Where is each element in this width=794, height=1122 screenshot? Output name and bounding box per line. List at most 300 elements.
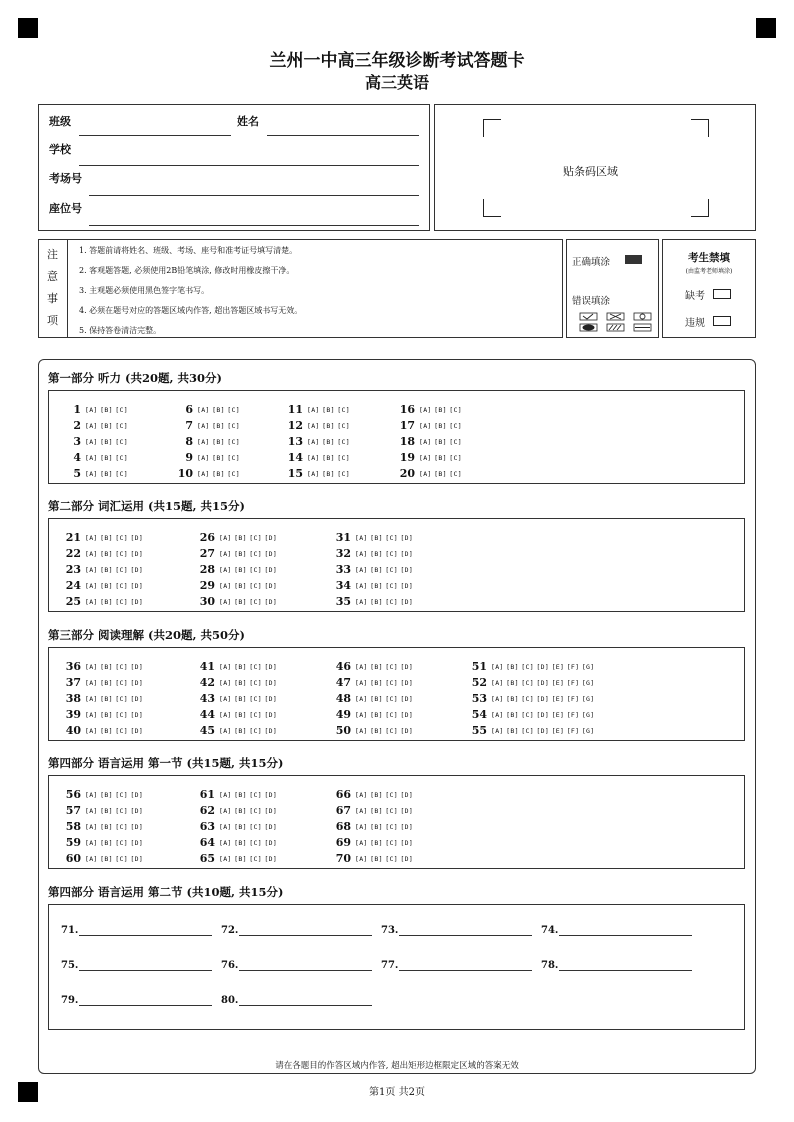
answer-bubble[interactable]: [B] [370,597,383,606]
answer-bubble[interactable]: [A] [219,790,232,799]
answer-bubble[interactable]: [A] [355,838,368,847]
answer-bubble[interactable]: [A] [355,678,368,687]
answer-bubble[interactable]: [B] [100,806,113,815]
answer-bubble[interactable]: [A] [85,822,98,831]
answer-bubble[interactable]: [D] [264,678,278,687]
blank-line[interactable] [79,961,212,971]
answer-bubble[interactable]: [B] [506,662,519,671]
answer-bubble[interactable]: [D] [400,822,414,831]
answer-bubble[interactable]: [A] [219,806,232,815]
answer-bubble[interactable]: [D] [400,806,414,815]
answer-bubble[interactable]: [C] [449,453,462,462]
answer-bubble[interactable]: [D] [400,662,414,671]
answer-bubble[interactable]: [B] [234,854,247,863]
answer-bubble[interactable]: [D] [264,549,278,558]
answer-bubble[interactable]: [B] [434,453,447,462]
answer-bubble[interactable]: [B] [234,581,247,590]
answer-bubble[interactable]: [B] [100,405,113,414]
answer-bubble[interactable]: [C] [249,790,262,799]
answer-bubble[interactable]: [A] [419,453,432,462]
answer-bubble[interactable]: [A] [219,678,232,687]
answer-bubble[interactable]: [B] [234,533,247,542]
answer-bubble[interactable]: [A] [307,453,320,462]
answer-bubble[interactable]: [B] [100,469,113,478]
answer-bubble[interactable]: [C] [249,565,262,574]
answer-bubble[interactable]: [C] [385,790,398,799]
answer-bubble[interactable]: [C] [449,405,462,414]
answer-bubble[interactable]: [D] [264,533,278,542]
answer-bubble[interactable]: [A] [219,662,232,671]
answer-bubble[interactable]: [A] [85,678,98,687]
answer-bubble[interactable]: [D] [130,549,144,558]
answer-bubble[interactable]: [A] [355,822,368,831]
answer-bubble[interactable]: [A] [491,694,504,703]
answer-bubble[interactable]: [B] [212,421,225,430]
blank-line[interactable] [559,926,692,936]
answer-bubble[interactable]: [D] [264,581,278,590]
answer-bubble[interactable]: [C] [249,678,262,687]
answer-bubble[interactable]: [C] [385,694,398,703]
class-field[interactable] [79,135,231,136]
answer-bubble[interactable]: [C] [521,662,534,671]
answer-bubble[interactable]: [A] [85,469,98,478]
answer-bubble[interactable]: [E] [551,678,565,687]
answer-bubble[interactable]: [B] [234,662,247,671]
answer-bubble[interactable]: [C] [337,453,350,462]
answer-bubble[interactable]: [D] [400,678,414,687]
answer-bubble[interactable]: [C] [115,726,128,735]
answer-bubble[interactable]: [C] [385,549,398,558]
answer-bubble[interactable]: [B] [100,710,113,719]
answer-bubble[interactable]: [C] [385,854,398,863]
answer-bubble[interactable]: [C] [249,726,262,735]
answer-bubble[interactable]: [A] [355,790,368,799]
answer-bubble[interactable]: [C] [115,565,128,574]
answer-bubble[interactable]: [A] [355,581,368,590]
room-field[interactable] [89,195,419,196]
answer-bubble[interactable]: [C] [115,806,128,815]
answer-bubble[interactable]: [C] [115,405,128,414]
answer-bubble[interactable]: [C] [249,533,262,542]
answer-bubble[interactable]: [B] [370,838,383,847]
answer-bubble[interactable]: [B] [234,710,247,719]
answer-bubble[interactable]: [C] [337,437,350,446]
answer-bubble[interactable]: [C] [521,694,534,703]
answer-bubble[interactable]: [D] [130,822,144,831]
answer-bubble[interactable]: [B] [234,838,247,847]
answer-bubble[interactable]: [B] [506,726,519,735]
fill-in-blank[interactable] [221,960,372,971]
answer-bubble[interactable]: [B] [234,597,247,606]
answer-bubble[interactable]: [B] [100,581,113,590]
answer-bubble[interactable]: [D] [130,790,144,799]
blank-line[interactable] [399,926,532,936]
answer-bubble[interactable]: [E] [551,726,565,735]
blank-line[interactable] [559,961,692,971]
answer-bubble[interactable]: [A] [197,437,210,446]
answer-bubble[interactable]: [B] [370,533,383,542]
answer-bubble[interactable]: [C] [115,437,128,446]
answer-bubble[interactable]: [B] [100,549,113,558]
answer-bubble[interactable]: [A] [355,549,368,558]
answer-bubble[interactable]: [D] [536,662,550,671]
answer-bubble[interactable]: [C] [385,678,398,687]
answer-bubble[interactable]: [D] [400,710,414,719]
answer-bubble[interactable]: [C] [385,806,398,815]
answer-bubble[interactable]: [C] [115,597,128,606]
answer-bubble[interactable]: [C] [385,662,398,671]
answer-bubble[interactable]: [B] [322,437,335,446]
answer-bubble[interactable]: [B] [212,405,225,414]
answer-bubble[interactable]: [A] [219,822,232,831]
answer-bubble[interactable]: [A] [307,421,320,430]
answer-bubble[interactable]: [D] [264,822,278,831]
fill-in-blank[interactable] [381,960,532,971]
answer-bubble[interactable]: [B] [100,597,113,606]
answer-bubble[interactable]: [B] [234,694,247,703]
answer-bubble[interactable]: [D] [400,581,414,590]
school-field[interactable] [79,165,419,166]
answer-bubble[interactable]: [C] [337,421,350,430]
answer-bubble[interactable]: [B] [100,726,113,735]
answer-bubble[interactable]: [A] [219,565,232,574]
answer-bubble[interactable]: [D] [264,838,278,847]
answer-bubble[interactable]: [B] [100,421,113,430]
answer-bubble[interactable]: [A] [307,405,320,414]
answer-bubble[interactable]: [A] [219,854,232,863]
answer-bubble[interactable]: [C] [449,421,462,430]
answer-bubble[interactable]: [C] [385,726,398,735]
answer-bubble[interactable]: [F] [566,662,580,671]
answer-bubble[interactable]: [A] [85,710,98,719]
answer-bubble[interactable]: [B] [434,405,447,414]
answer-bubble[interactable]: [D] [536,678,550,687]
answer-bubble[interactable]: [A] [219,710,232,719]
answer-bubble[interactable]: [C] [115,421,128,430]
answer-bubble[interactable]: [D] [400,549,414,558]
answer-bubble[interactable]: [A] [219,597,232,606]
answer-bubble[interactable]: [D] [130,678,144,687]
answer-bubble[interactable]: [C] [449,437,462,446]
answer-bubble[interactable]: [B] [100,533,113,542]
answer-bubble[interactable]: [C] [227,437,240,446]
answer-bubble[interactable]: [B] [370,806,383,815]
answer-bubble[interactable]: [A] [355,710,368,719]
answer-bubble[interactable]: [A] [419,421,432,430]
answer-bubble[interactable]: [G] [581,726,595,735]
answer-bubble[interactable]: [A] [197,453,210,462]
answer-bubble[interactable]: [C] [115,662,128,671]
answer-bubble[interactable]: [C] [115,678,128,687]
answer-bubble[interactable]: [C] [115,822,128,831]
answer-bubble[interactable]: [B] [100,822,113,831]
answer-bubble[interactable]: [B] [370,790,383,799]
answer-bubble[interactable]: [A] [85,581,98,590]
answer-bubble[interactable]: [C] [249,549,262,558]
answer-bubble[interactable]: [C] [115,453,128,462]
answer-bubble[interactable]: [A] [85,854,98,863]
answer-bubble[interactable]: [A] [491,726,504,735]
answer-bubble[interactable]: [C] [385,565,398,574]
fill-in-blank[interactable] [221,995,372,1006]
answer-bubble[interactable]: [B] [100,565,113,574]
answer-bubble[interactable]: [A] [307,469,320,478]
answer-bubble[interactable]: [C] [521,678,534,687]
fill-in-blank[interactable] [221,925,372,936]
answer-bubble[interactable]: [D] [264,565,278,574]
answer-bubble[interactable]: [D] [264,806,278,815]
answer-bubble[interactable]: [B] [370,678,383,687]
answer-bubble[interactable]: [C] [249,710,262,719]
answer-bubble[interactable]: [E] [551,662,565,671]
answer-bubble[interactable]: [A] [85,565,98,574]
answer-bubble[interactable]: [B] [234,549,247,558]
answer-bubble[interactable]: [C] [337,405,350,414]
answer-bubble[interactable]: [B] [506,710,519,719]
answer-bubble[interactable]: [B] [370,565,383,574]
answer-bubble[interactable]: [C] [249,694,262,703]
answer-bubble[interactable]: [B] [506,678,519,687]
answer-bubble[interactable]: [G] [581,694,595,703]
answer-bubble[interactable]: [A] [85,790,98,799]
blank-line[interactable] [79,996,212,1006]
answer-bubble[interactable]: [A] [85,838,98,847]
answer-bubble[interactable]: [B] [370,822,383,831]
answer-bubble[interactable]: [D] [130,565,144,574]
answer-bubble[interactable]: [B] [370,854,383,863]
answer-bubble[interactable]: [A] [85,806,98,815]
answer-bubble[interactable]: [C] [249,581,262,590]
answer-bubble[interactable]: [D] [264,726,278,735]
answer-bubble[interactable]: [B] [234,806,247,815]
blank-line[interactable] [239,926,372,936]
answer-bubble[interactable]: [D] [264,790,278,799]
answer-bubble[interactable]: [B] [322,405,335,414]
answer-bubble[interactable]: [A] [419,437,432,446]
answer-bubble[interactable]: [G] [581,662,595,671]
answer-bubble[interactable]: [A] [85,694,98,703]
answer-bubble[interactable]: [B] [212,437,225,446]
answer-bubble[interactable]: [G] [581,710,595,719]
answer-bubble[interactable]: [A] [419,469,432,478]
answer-bubble[interactable]: [B] [370,662,383,671]
answer-bubble[interactable]: [A] [219,838,232,847]
fill-in-blank[interactable] [381,925,532,936]
fill-in-blank[interactable] [61,925,212,936]
answer-bubble[interactable]: [E] [551,694,565,703]
answer-bubble[interactable]: [C] [337,469,350,478]
answer-bubble[interactable]: [A] [219,694,232,703]
answer-bubble[interactable]: [B] [370,694,383,703]
answer-bubble[interactable]: [D] [130,694,144,703]
answer-bubble[interactable]: [D] [400,790,414,799]
answer-bubble[interactable]: [A] [219,549,232,558]
answer-bubble[interactable]: [C] [115,854,128,863]
blank-line[interactable] [79,926,212,936]
answer-bubble[interactable]: [A] [355,662,368,671]
answer-bubble[interactable]: [F] [566,710,580,719]
answer-bubble[interactable]: [B] [370,726,383,735]
answer-bubble[interactable]: [B] [370,549,383,558]
answer-bubble[interactable]: [C] [115,469,128,478]
answer-bubble[interactable]: [D] [400,694,414,703]
answer-bubble[interactable]: [A] [355,565,368,574]
answer-bubble[interactable]: [A] [355,854,368,863]
answer-bubble[interactable]: [C] [115,694,128,703]
answer-bubble[interactable]: [D] [400,854,414,863]
absent-checkbox[interactable] [713,289,731,299]
answer-bubble[interactable]: [C] [385,581,398,590]
answer-bubble[interactable]: [A] [491,710,504,719]
fill-in-blank[interactable] [61,960,212,971]
answer-bubble[interactable]: [C] [385,597,398,606]
answer-bubble[interactable]: [C] [115,549,128,558]
answer-bubble[interactable]: [D] [536,710,550,719]
answer-bubble[interactable]: [D] [400,838,414,847]
answer-bubble[interactable]: [B] [234,678,247,687]
answer-bubble[interactable]: [A] [197,421,210,430]
answer-bubble[interactable]: [A] [85,437,98,446]
answer-bubble[interactable]: [B] [100,838,113,847]
answer-bubble[interactable]: [A] [197,469,210,478]
answer-bubble[interactable]: [B] [100,437,113,446]
answer-bubble[interactable]: [B] [322,453,335,462]
answer-bubble[interactable]: [C] [227,469,240,478]
answer-bubble[interactable]: [D] [536,726,550,735]
name-field[interactable] [267,135,419,136]
answer-bubble[interactable]: [C] [385,710,398,719]
answer-bubble[interactable]: [A] [491,678,504,687]
seat-field[interactable] [89,225,419,226]
answer-bubble[interactable]: [C] [227,405,240,414]
answer-bubble[interactable]: [A] [491,662,504,671]
answer-bubble[interactable]: [C] [115,838,128,847]
answer-bubble[interactable]: [A] [85,421,98,430]
blank-line[interactable] [239,961,372,971]
answer-bubble[interactable]: [B] [322,421,335,430]
answer-bubble[interactable]: [B] [370,581,383,590]
answer-bubble[interactable]: [B] [212,469,225,478]
answer-bubble[interactable]: [C] [115,790,128,799]
answer-bubble[interactable]: [C] [115,533,128,542]
answer-bubble[interactable]: [D] [130,710,144,719]
answer-bubble[interactable]: [B] [322,469,335,478]
answer-bubble[interactable]: [D] [130,838,144,847]
answer-bubble[interactable]: [C] [521,710,534,719]
answer-bubble[interactable]: [D] [264,710,278,719]
answer-bubble[interactable]: [B] [434,437,447,446]
answer-bubble[interactable]: [D] [264,694,278,703]
answer-bubble[interactable]: [B] [434,421,447,430]
answer-bubble[interactable]: [C] [249,662,262,671]
answer-bubble[interactable]: [G] [581,678,595,687]
answer-bubble[interactable]: [B] [212,453,225,462]
answer-bubble[interactable]: [E] [551,710,565,719]
answer-bubble[interactable]: [A] [85,549,98,558]
fill-in-blank[interactable] [541,925,692,936]
blank-line[interactable] [399,961,532,971]
fill-in-blank[interactable] [61,995,212,1006]
answer-bubble[interactable]: [F] [566,678,580,687]
answer-bubble[interactable]: [A] [355,726,368,735]
answer-bubble[interactable]: [B] [234,726,247,735]
answer-bubble[interactable]: [C] [227,421,240,430]
answer-bubble[interactable]: [A] [355,533,368,542]
answer-bubble[interactable]: [D] [130,806,144,815]
answer-bubble[interactable]: [A] [355,806,368,815]
answer-bubble[interactable]: [B] [506,694,519,703]
answer-bubble[interactable]: [A] [85,405,98,414]
answer-bubble[interactable]: [B] [100,790,113,799]
answer-bubble[interactable]: [B] [100,694,113,703]
answer-bubble[interactable]: [A] [85,597,98,606]
answer-bubble[interactable]: [B] [370,710,383,719]
fill-in-blank[interactable] [541,960,692,971]
answer-bubble[interactable]: [D] [264,662,278,671]
answer-bubble[interactable]: [C] [385,838,398,847]
violation-checkbox[interactable] [713,316,731,326]
answer-bubble[interactable]: [B] [234,790,247,799]
answer-bubble[interactable]: [C] [385,533,398,542]
answer-bubble[interactable]: [D] [130,533,144,542]
answer-bubble[interactable]: [B] [100,662,113,671]
answer-bubble[interactable]: [C] [449,469,462,478]
answer-bubble[interactable]: [A] [307,437,320,446]
answer-bubble[interactable]: [A] [219,533,232,542]
answer-bubble[interactable]: [A] [219,726,232,735]
answer-bubble[interactable]: [F] [566,694,580,703]
answer-bubble[interactable]: [C] [115,581,128,590]
answer-bubble[interactable]: [F] [566,726,580,735]
answer-bubble[interactable]: [C] [249,806,262,815]
answer-bubble[interactable]: [C] [227,453,240,462]
answer-bubble[interactable]: [D] [264,854,278,863]
answer-bubble[interactable]: [D] [400,726,414,735]
answer-bubble[interactable]: [D] [130,854,144,863]
answer-bubble[interactable]: [D] [130,597,144,606]
answer-bubble[interactable]: [A] [197,405,210,414]
answer-bubble[interactable]: [A] [85,726,98,735]
answer-bubble[interactable]: [B] [434,469,447,478]
answer-bubble[interactable]: [B] [234,565,247,574]
answer-bubble[interactable]: [C] [249,854,262,863]
answer-bubble[interactable]: [B] [100,854,113,863]
answer-bubble[interactable]: [A] [419,405,432,414]
answer-bubble[interactable]: [A] [355,597,368,606]
answer-bubble[interactable]: [C] [249,597,262,606]
answer-bubble[interactable]: [D] [130,726,144,735]
blank-line[interactable] [239,996,372,1006]
answer-bubble[interactable]: [A] [355,694,368,703]
answer-bubble[interactable]: [D] [400,597,414,606]
answer-bubble[interactable]: [A] [85,533,98,542]
answer-bubble[interactable]: [D] [400,533,414,542]
answer-bubble[interactable]: [D] [264,597,278,606]
answer-bubble[interactable]: [B] [234,822,247,831]
answer-bubble[interactable]: [C] [115,710,128,719]
answer-bubble[interactable]: [C] [249,838,262,847]
answer-bubble[interactable]: [B] [100,678,113,687]
answer-bubble[interactable]: [C] [249,822,262,831]
answer-bubble[interactable]: [C] [521,726,534,735]
answer-bubble[interactable]: [D] [130,581,144,590]
answer-bubble[interactable]: [A] [219,581,232,590]
answer-bubble[interactable]: [C] [385,822,398,831]
answer-bubble[interactable]: [A] [85,662,98,671]
answer-bubble[interactable]: [D] [400,565,414,574]
answer-bubble[interactable]: [B] [100,453,113,462]
answer-bubble[interactable]: [D] [130,662,144,671]
